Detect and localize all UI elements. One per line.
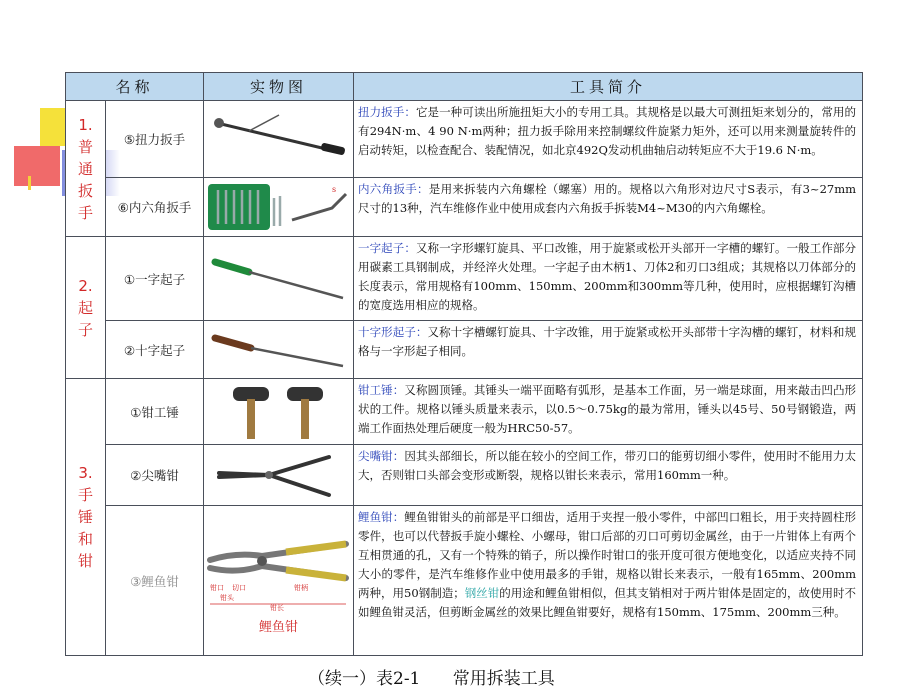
pic-tag-length: 钳长: [270, 604, 285, 612]
hex-key-image: [204, 178, 354, 237]
header-intro: 工具简介: [354, 73, 863, 101]
hammer-image: [204, 379, 354, 445]
svg-text:s: s: [332, 185, 337, 194]
pic-tag-head: 钳头: [220, 594, 235, 602]
tool-name: ⑥内六角扳手: [106, 178, 204, 237]
category-cell: 3.手锤和钳: [66, 379, 106, 656]
tool-description: 一字起子：又称一字形螺钉旋具、平口改锥，用于旋紧或松开头部开一字槽的螺钉。一般工作部分用碳素工具钢制成，并经淬火处理。一字起子由木柄1、刀体2和刃口3组成；其规格以刀体部分的长度表示，常用规格有100mm、150mm、200mm和300mm等几种，使用时，应根据螺钉沟槽的宽度选用相应的规格。: [354, 237, 863, 321]
needle-nose-pliers-image: [204, 445, 354, 506]
table-row: [66, 506, 863, 656]
decor-line: [28, 176, 31, 190]
table-row: [66, 321, 863, 379]
image-caption: 鲤鱼钳: [259, 620, 299, 635]
tool-name: ②尖嘴钳: [106, 445, 204, 506]
table-row: [66, 101, 863, 178]
flat-screwdriver-image: [204, 237, 354, 321]
table-row: [66, 445, 863, 506]
pic-tag-cutter: 切口: [232, 584, 247, 592]
tools-table: [65, 72, 863, 656]
header-name: 名称: [66, 73, 204, 101]
pic-tag-jaw: 钳口: [210, 584, 225, 592]
table-caption: （续一）表2-1 常用拆装工具: [308, 669, 555, 689]
tool-description: 扭力扳手：它是一种可读出所施扭矩大小的专用工具。其规格是以最大可测扭矩来划分的，常用的有294N·m、4 90 N·m两种；扭力扳手除用来控制螺纹件旋紧力矩外，还可以用来测量旋转件的启动转矩，以检查配合、装配情况，如北京492Q发动机曲轴启动转矩应不大于19.6 N·m。: [354, 101, 863, 178]
category-cell: 2.起子: [66, 237, 106, 379]
tool-name: ⑤扭力扳手: [106, 101, 204, 178]
tool-name: ①钳工锤: [106, 379, 204, 445]
cross-screwdriver-image: [204, 321, 354, 379]
header-image: 实物图: [204, 73, 354, 101]
tool-description: 钳工锤：又称圆顶锤。其锤头一端平面略有弧形，是基本工作面，另一端是球面，用来敲击凹凸形状的工件。规格以锤头质量来表示，以0.5～0.75kg的最为常用，锤头以45号、50号钢锻造，两端工作面热处理后硬度一般为HRC50-57。: [354, 379, 863, 445]
table-row: [66, 178, 863, 237]
table-header-row: [66, 73, 863, 101]
tool-description: 十字形起子：又称十字槽螺钉旋具、十字改锥，用于旋紧或松开头部带十字沟槽的螺钉，材料和规格与一字形起子相同。: [354, 321, 863, 379]
slip-joint-pliers-image: [204, 506, 354, 656]
table-row: [66, 379, 863, 445]
pic-tag-handle: 钳柄: [294, 584, 309, 592]
table-row: [66, 237, 863, 321]
tool-name: ②十字起子: [106, 321, 204, 379]
tool-description: 内六角扳手：是用来拆装内六角螺栓（螺塞）用的。规格以六角形对边尺寸S表示，有3~27mm尺寸的13种，汽车维修作业中使用成套内六角扳手拆装M4~M30的内六角螺栓。: [354, 178, 863, 237]
decor-red-square: [14, 146, 60, 186]
torque-wrench-image: [204, 101, 354, 178]
category-cell: 1.普通扳手: [66, 101, 106, 237]
tool-name: ①一字起子: [106, 237, 204, 321]
tool-description: 鲤鱼钳：鲤鱼钳钳头的前部是平口细齿，适用于夹捏一般小零件，中部凹口粗长，用于夹持圆柱形零件，也可以代替扳手旋小螺栓、小螺母，钳口后部的刃口可剪切金属丝，由于一片钳体上有两个互相贯通的孔，又有一个特殊的销子，所以操作时钳口的张开度可很方便地变化，以适应夹持不同大小的零件，是汽车维修作业中使用最多的手钳，规格以钳长来表示，一般有165mm、200mm两种，用50钢制造；钢丝钳的用途和鲤鱼钳相似，但其支销相对于两片钳体是固定的，故使用时不如鲤鱼钳灵活，但剪断金属丝的效果比鲤鱼钳要好，规格有150mm、175mm、200mm三种。: [354, 506, 863, 656]
tool-name: ③鲤鱼钳: [106, 506, 204, 656]
tool-description: 尖嘴钳：因其头部细长，所以能在较小的空间工作，带刃口的能剪切细小零件，使用时不能用力太大，否则钳口头部会变形或断裂，规格以钳长来表示，常用160mm一种。: [354, 445, 863, 506]
